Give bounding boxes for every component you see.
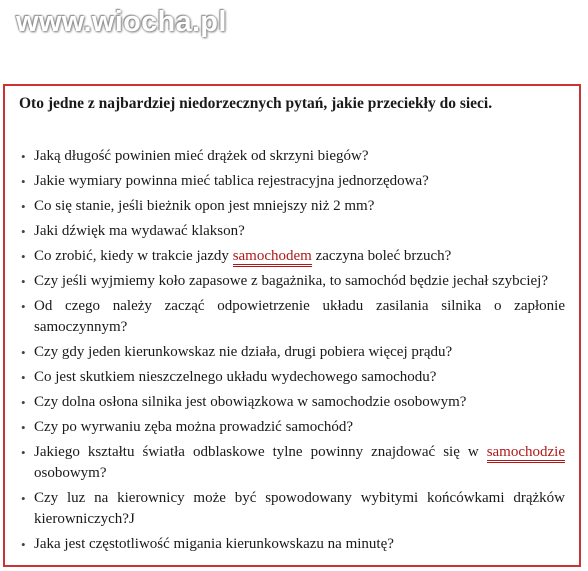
question-item: [19, 342, 565, 363]
bullet-icon: •: [21, 345, 26, 360]
bullet-icon: •: [21, 149, 26, 164]
question-text: Czy gdy jeden kierunkowskaz nie działa, drugi pobiera więcej prądu?: [34, 344, 453, 360]
question-text: Co jest skutkiem nieszczelnego układu wydechowego samochodu?: [34, 369, 437, 385]
question-text: Czy po wyrwaniu zęba można prowadzić samochód?: [34, 419, 354, 435]
bullet-icon: •: [21, 420, 26, 435]
questions-card: [3, 84, 581, 567]
question-text: osobowym?: [34, 465, 107, 481]
bullet-icon: •: [21, 249, 26, 264]
question-item: [19, 271, 565, 292]
question-list: [19, 146, 565, 559]
bullet-icon: •: [21, 224, 26, 239]
question-item: [19, 146, 565, 167]
question-item: [19, 417, 565, 438]
question-item: [19, 246, 565, 267]
ad-link[interactable]: samochodzie: [487, 444, 565, 463]
question-item: [19, 221, 565, 242]
bullet-icon: •: [21, 537, 26, 552]
ad-link[interactable]: samochodem: [233, 248, 312, 267]
bullet-icon: •: [21, 199, 26, 214]
bullet-icon: •: [21, 274, 26, 289]
question-text: Jaki dźwięk ma wydawać klakson?: [34, 223, 245, 239]
question-text: Jaką długość powinien mieć drążek od skrzyni biegów?: [34, 148, 369, 164]
question-text: zaczyna boleć brzuch?: [311, 248, 452, 264]
bullet-icon: •: [21, 395, 26, 410]
question-item: [19, 296, 565, 338]
question-text: Jakiego kształtu światła odblaskowe tylne powinny znajdować się w: [34, 444, 487, 460]
question-item: [19, 488, 565, 530]
question-text: Jaka jest częstotliwość migania kierunkowskazu na minutę?: [34, 536, 394, 552]
site-watermark: www.wiocha.pl: [16, 6, 227, 38]
question-item: [19, 392, 565, 413]
question-text: Czy jeśli wyjmiemy koło zapasowe z bagażnika, to samochód będzie jechał szybciej?: [34, 273, 548, 289]
question-item: [19, 196, 565, 217]
bullet-icon: •: [21, 174, 26, 189]
question-item: [19, 534, 565, 555]
question-item: [19, 171, 565, 192]
question-text: Czy luz na kierownicy może być spowodowany wybitymi końcówkami drążków kierowniczych?J: [34, 490, 565, 527]
card-title: Oto jedne z najbardziej niedorzecznych pytań, jakie przeciekły do sieci.: [19, 95, 493, 112]
bullet-icon: •: [21, 370, 26, 385]
question-text: Czy dolna osłona silnika jest obowiązkowa w samochodzie osobowym?: [34, 394, 467, 410]
bullet-icon: •: [21, 299, 26, 314]
question-text: Co zrobić, kiedy w trakcie jazdy: [34, 248, 233, 264]
bullet-icon: •: [21, 491, 26, 506]
question-item: [19, 367, 565, 388]
question-item: [19, 442, 565, 484]
question-text: Co się stanie, jeśli bieżnik opon jest mniejszy niż 2 mm?: [34, 198, 375, 214]
bullet-icon: •: [21, 445, 26, 460]
question-text: Jakie wymiary powinna mieć tablica rejestracyjna jednorzędowa?: [34, 173, 429, 189]
question-text: Od czego należy zacząć odpowietrzenie układu zasilania silnika o zapłonie samoczynnym?: [34, 298, 565, 335]
